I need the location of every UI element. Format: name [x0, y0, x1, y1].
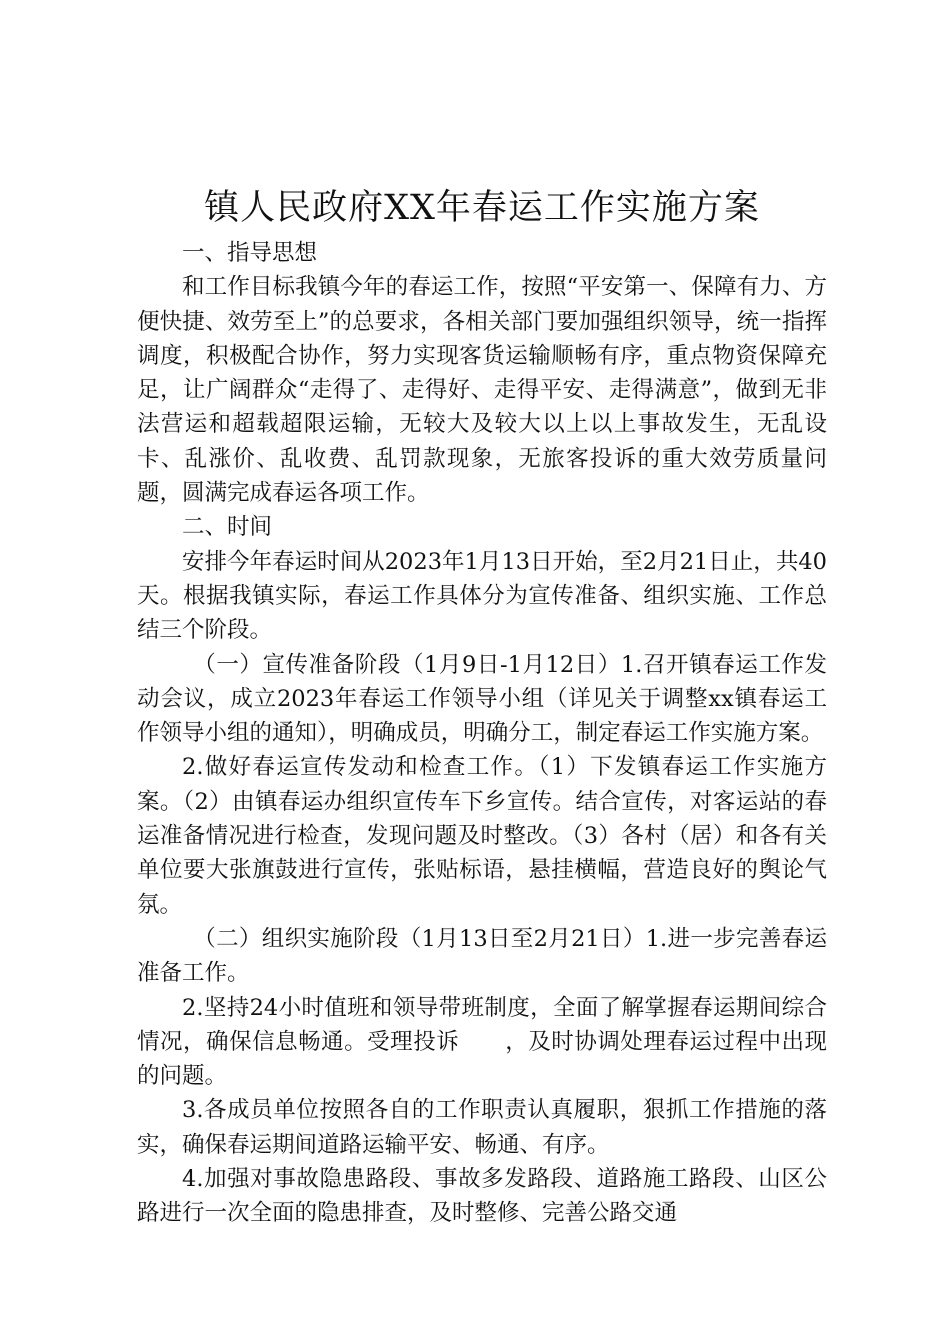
paragraph-goals: 和工作目标我镇今年的春运工作，按照“平安第一、保障有力、方便快捷、效劳至上”的总要求，各相关部门要加强组织领导，统一指挥调度，积极配合协作，努力实现客货运输顺畅有序，重点物资保障充足，让广阔群众“走得了、走得好、走得平安、走得满意”，做到无非法营运和超载超限运输，无较大及较大以上以上事故发生，无乱设卡、乱涨价、乱收费、乱罚款现象，无旅客投诉的重大效劳质量问题，圆满完成春运各项工作。 — [137, 274, 827, 507]
paragraph-hazard-check: 4.加强对事故隐患路段、事故多发路段、道路施工路段、山区公路进行一次全面的隐患排查，及时整修、完善公路交通 — [137, 1166, 827, 1227]
paragraph-phase-two: （二）组织实施阶段（1月13日至2月21日）1.进一步完善春运准备工作。 — [137, 925, 827, 987]
paragraph-phase-one: （一）宣传准备阶段（1月9日-1月12日）1.召开镇春运工作发动会议，成立2023年春运工作领导小组（详见关于调整xx镇春运工作领导小组的通知），明确成员，明确分工，制定春运工作实施方案。 — [137, 651, 827, 747]
paragraph-duty: 2.坚持24小时值班和领导带班制度，全面了解掌握春运期间综合情况，确保信息畅通。受理投诉 ，及时协调处理春运过程中出现的问题。 — [137, 994, 827, 1090]
paragraph-responsibility: 3.各成员单位按照各自的工作职责认真履职，狠抓工作措施的落实，确保春运期间道路运输平安、畅通、有序。 — [137, 1097, 827, 1158]
paragraph-publicity: 2.做好春运宣传发动和检查工作。（1）下发镇春运工作实施方案。（2）由镇春运办组织宣传车下乡宣传。结合宣传，对客运站的春运准备情况进行检查，发现问题及时整改。（3）各村（居）和各有关单位要大张旗鼓进行宣传，张贴标语，悬挂横幅，营造良好的舆论气氛。 — [137, 754, 827, 918]
paragraph-schedule: 安排今年春运时间从2023年1月13日开始，至2月21日止，共40天。根据我镇实际，春运工作具体分为宣传准备、组织实施、工作总结三个阶段。 — [137, 548, 827, 644]
document-title: 镇人民政府XX年春运工作实施方案 — [204, 188, 760, 228]
document-page — [137, 182, 827, 1231]
section-heading-guiding-thought: 一、指导思想 — [182, 240, 318, 266]
section-heading-time: 二、时间 — [182, 514, 273, 541]
